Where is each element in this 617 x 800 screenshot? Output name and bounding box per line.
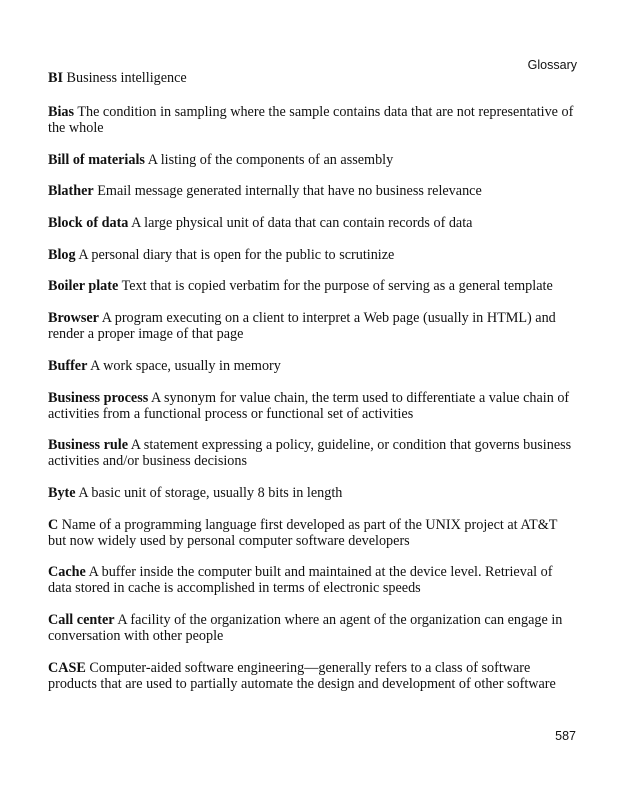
glossary-definition: A work space, usually in memory [90, 357, 281, 374]
glossary-term: BI [48, 70, 63, 86]
glossary-term: Call center [48, 611, 115, 628]
glossary-term: Blather [48, 183, 94, 200]
glossary-entry [48, 310, 574, 342]
glossary-term: Business rule [48, 437, 129, 454]
glossary-definition: A program executing on a client to interpret a Web page (usually in HTML) and render a proper image of that page [48, 310, 556, 343]
glossary-definition: Email message generated internally that have no business relevance [97, 183, 482, 200]
running-header: Glossary [527, 58, 577, 72]
glossary-definition: Computer-aided software engineering—generally refers to a class of software products that are used to partially automate the design and development of other software [48, 659, 556, 692]
glossary-term: Business process [48, 389, 149, 406]
glossary-definition: A facility of the organization where an agent of the organization can engage in conversation with other people [48, 611, 563, 644]
glossary-definition: A large physical unit of data that can contain records of data [131, 215, 473, 232]
glossary-term: Buffer [48, 357, 88, 374]
glossary-entry [48, 485, 574, 501]
glossary-definition: A buffer inside the computer built and maintained at the device level. Retrieval of data stored in cache is accomplished in terms of electronic speeds [48, 564, 553, 597]
glossary-definition: The condition in sampling where the sample contains data that are not representative of the whole [48, 104, 574, 136]
glossary-definition: Business intelligence [66, 70, 187, 86]
glossary-entry [48, 247, 574, 263]
glossary-term: Byte [48, 484, 76, 501]
page-number: 587 [555, 729, 576, 743]
glossary-entry [48, 517, 574, 549]
glossary-term: C [48, 516, 59, 533]
glossary-entry [48, 390, 574, 422]
glossary-entry [48, 183, 574, 199]
glossary-definition: Name of a programming language first developed as part of the UNIX project at AT&T but now widely used by personal computer software developers [48, 516, 558, 549]
glossary-term: Bias [48, 104, 75, 120]
glossary-definition: Text that is copied verbatim for the purpose of serving as a general template [121, 278, 553, 295]
glossary-entry [48, 564, 574, 596]
glossary-definition: A basic unit of storage, usually 8 bits in length [78, 484, 343, 501]
glossary-term: Block of data [48, 215, 129, 232]
glossary-entry [48, 215, 574, 231]
glossary-entries [48, 70, 574, 707]
glossary-entry [48, 660, 574, 692]
glossary-definition: A personal diary that is open for the public to scrutinize [78, 246, 395, 263]
glossary-entry [48, 278, 574, 294]
glossary-term: Cache [48, 564, 86, 581]
glossary-definition: A listing of the components of an assembly [147, 151, 394, 168]
glossary-entry [48, 358, 574, 374]
glossary-entry [48, 437, 574, 469]
glossary-entry [48, 612, 574, 644]
glossary-entry [48, 152, 574, 168]
glossary-term: CASE [48, 659, 86, 676]
glossary-term: Browser [48, 310, 99, 327]
glossary-term: Blog [48, 246, 76, 263]
glossary-term: Bill of materials [48, 151, 145, 168]
glossary-entry [48, 70, 574, 86]
glossary-term: Boiler plate [48, 278, 119, 295]
glossary-definition: A synonym for value chain, the term used to differentiate a value chain of activities from a functional process or functional set of activities [48, 389, 570, 422]
glossary-definition: A statement expressing a policy, guideline, or condition that governs business activities and/or business decisions [48, 437, 572, 470]
glossary-entry [48, 104, 574, 136]
